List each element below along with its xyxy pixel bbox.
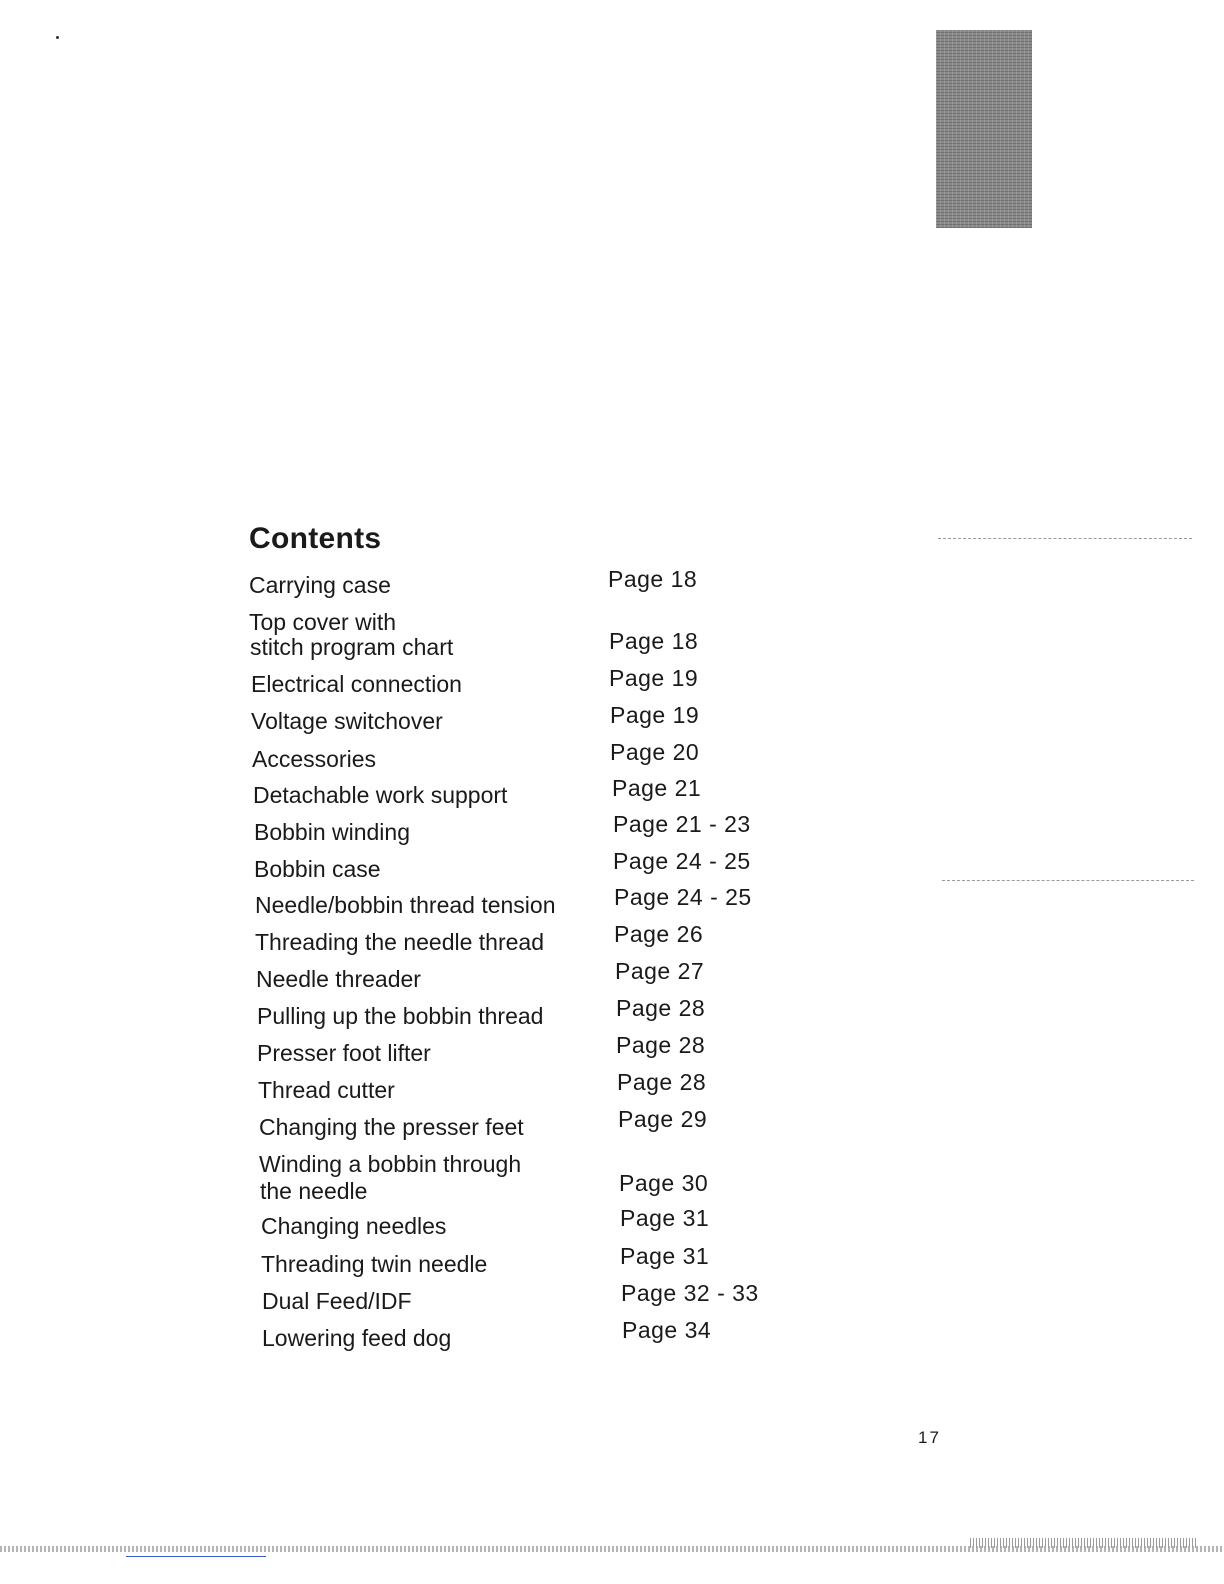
toc-page: Page 18 [608,566,698,592]
toc-label-continued: stitch program chart [250,634,454,660]
toc-page: Page 24 - 25 [614,884,752,910]
toc-page: Page 30 [619,1170,709,1196]
toc-label: Lowering feed dog [262,1325,452,1351]
toc-label: Carrying case [249,572,391,598]
toc-label: Needle/bobbin thread tension [255,892,556,918]
toc-label: Changing needles [261,1213,447,1239]
scan-edge-right [970,1538,1196,1548]
toc-label: Winding a bobbin through [259,1151,522,1177]
toc-label: Presser foot lifter [257,1040,431,1066]
toc-label: Bobbin case [254,856,381,882]
toc-label: Detachable work support [253,782,508,808]
toc-label: Threading the needle thread [255,929,544,955]
toc-page: Page 19 [610,702,700,728]
toc-label: Threading twin needle [261,1251,488,1277]
toc-label: Accessories [252,746,376,772]
toc-page: Page 18 [609,628,699,654]
toc-label: Thread cutter [258,1077,395,1103]
page-number: 17 [918,1428,941,1447]
toc-label: Top cover with [249,609,397,635]
toc-page: Page 19 [609,665,699,691]
toc-label: Changing the presser feet [259,1114,524,1140]
toc-page: Page 28 [616,995,706,1021]
scan-underline [126,1556,266,1557]
toc-page: Page 21 - 23 [613,811,751,837]
toc-page: Page 21 [612,775,702,801]
toc-page: Page 24 - 25 [613,848,751,874]
toc-page: Page 20 [610,739,700,765]
toc-page: Page 31 [620,1243,710,1269]
contents-heading: Contents [249,522,382,555]
toc-page: Page 28 [617,1069,707,1095]
toc-label: Needle threader [256,966,421,992]
toc-page: Page 28 [616,1032,706,1058]
toc-page: Page 31 [620,1205,710,1231]
toc-label-continued: the needle [260,1178,368,1204]
toc-label: Bobbin winding [254,819,411,845]
toc-page: Page 29 [618,1106,708,1132]
toc-label: Dual Feed/IDF [262,1288,412,1314]
toc-page: Page 32 - 33 [621,1280,759,1306]
toc-label: Voltage switchover [251,708,443,734]
toc-page: Page 27 [615,958,705,984]
toc-page: Page 34 [622,1317,712,1343]
toc-label: Electrical connection [251,671,462,697]
toc-label: Pulling up the bobbin thread [257,1003,544,1029]
toc-page: Page 26 [614,921,704,947]
